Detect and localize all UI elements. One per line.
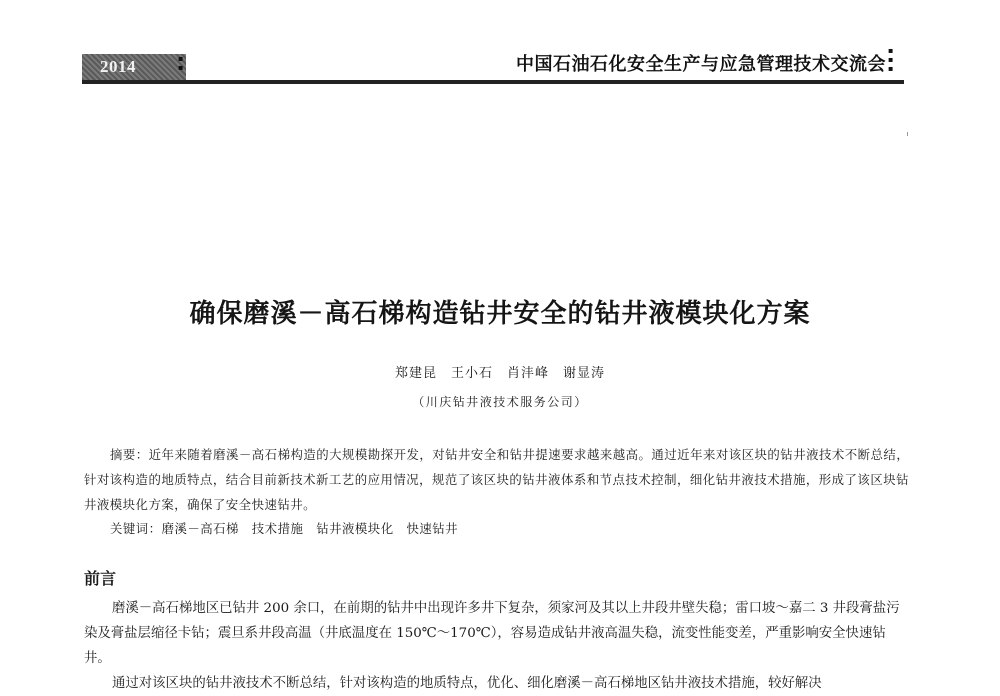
header-conference-title: 中国石油石化安全生产与应急管理技术交流会 (516, 54, 886, 75)
abstract-label: 摘要： (110, 447, 149, 462)
section-body (84, 596, 910, 696)
scan-mark (907, 132, 908, 136)
keywords-label: 关键词： (110, 521, 162, 536)
header-title-ornament: ▪ ▪ ▪ (888, 46, 894, 73)
body-paragraph-text: 磨溪－高石梯地区已钻井 200 余口，在前期的钻井中出现许多井下复杂，须家河及其以上井段井壁失稳；雷口坡～嘉二 3 井段膏盐污染及膏盐层缩径卡钻；震旦系井段高温（井底温度在 150℃～170℃），容易造成钻井液高温失稳，流变性能变差，严重影响安全快速钻井。 (84, 601, 900, 666)
paper-title: 确保磨溪－高石梯构造钻井安全的钻井液模块化方案 (189, 299, 811, 329)
body-paragraph (84, 596, 910, 671)
keywords (110, 519, 910, 537)
keywords-text: 磨溪－高石梯 技术措施 钻井液模块化 快速钻井 (161, 521, 459, 536)
header-rule (82, 80, 904, 84)
header-year-ornament: ▪ ▪ (178, 54, 184, 72)
abstract-text: 近年来随着磨溪－高石梯构造的大规模勘探开发，对钻井安全和钻井提速要求越来越高。通过近年来对该区块的钻井液技术不断总结，针对该构造的地质特点，结合目前新技术新工艺的应用情况，规范了该区块的钻井液体系和节点技术控制，细化钻井液技术措施，形成了该区块钻井液模块化方案，确保了安全快速钻井。 (84, 447, 910, 512)
paper-authors: 郑建昆 王小石 肖沣峰 谢显涛 (394, 366, 605, 381)
paper-affiliation: （川庆钻井液技术服务公司） (412, 395, 588, 409)
section-heading: 前言 (84, 569, 117, 588)
body-paragraph-text: 通过对该区块的钻井液技术不断总结，针对该构造的地质特点，优化、细化磨溪－高石梯地区钻井液技术措施，较好解决 (112, 676, 822, 691)
running-header (82, 46, 904, 84)
abstract (84, 442, 912, 517)
header-year: 2014 (82, 54, 186, 80)
